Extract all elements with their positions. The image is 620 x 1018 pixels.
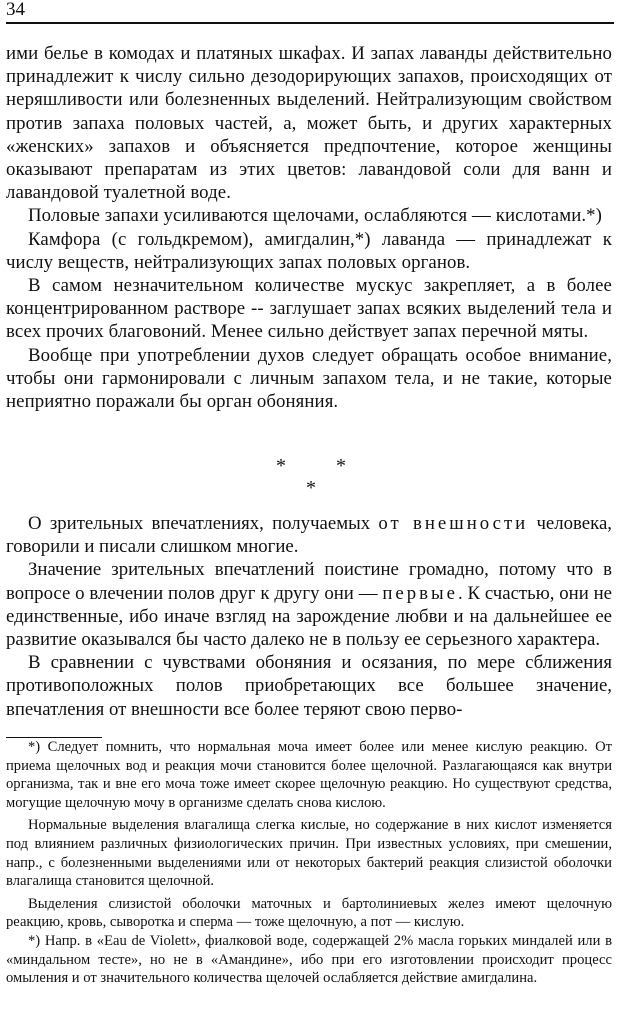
paragraph: ими белье в комодах и платяных шкафах. И запах лаванды действительно принадлежит к числу сильно дезодорирующих запахов, происходящих от неряшливости или болезненных выделений. Нейтрализующим свойством против запаха половых частей, а, может быть, и других характерных «женских» запахов и объясняется предпочтение, которое женщины оказывают препаратам из этих цветов: лавандовой соли для ванн и лавандовой туалетной воде. [6,43,612,204]
paragraph [6,558,612,651]
paragraph: Половые запахи усиливаются щелочами, ослабляются — кислотами.*) [28,205,602,227]
section-text [6,512,612,721]
section-divider [0,455,620,499]
text-run: . К счастью, они не единственные, ибо иначе взгляд на зарождение любви и на дальнейшее ее развитие оказывался бы часто далеко не в пользу ее серьезного характера. [6,582,612,651]
asterisk: * [276,455,286,477]
text-run: Значение зрительных впечатлений поистине громадно, потому что в вопросе о влечении полов друг к другу они — [6,559,612,604]
page-header [6,0,614,24]
footnote: Выделения слизистой оболочки маточных и бартолиниевых желез имеют щелочную реакцию, кровь, сыворотка и сперма — тоже щелочную, а пот — кислую. [6,895,612,931]
page-number: 34 [6,0,25,20]
text-run: человека, говорили и писали слишком многие. [6,513,612,558]
footnotes [6,738,612,988]
footnote: *) Следует помнить, что нормальная моча имеет более или менее кислую реакцию. От приема щелочных вод и реакция мочи становится более щелочной. Разлагающаяся как внутри организма, так и вне его моча тоже имеет скорее щелочную реакцию. Но существуют средства, могущие щелочную мочу в организме сделать снова кислою. [6,739,612,811]
text-run: О зрительных впечатлениях, получаемых [28,513,379,534]
footnote: *) Напр. в «Eau de Violett», фиалковой воде, содержащей 2% масла горьких миндалей или в «миндальном тесте», но не в «Амандине», ибо при его изготовлении происходит процесс омыления и от значительного количества щелочей ослабляется действие амигдалина. [6,932,612,987]
paragraph: В самом незначительном количестве мускус закрепляет, а в более концентрированном растворе -- заглушает запах всяких выделений тела и всех прочих благовоний. Менее сильно действует запах перечной мяты. [6,275,612,343]
footnote: Нормальные выделения влагалища слегка кислые, но содержание в них кислот изменяется под влиянием различных физиологических причин. При известных условиях, при смешении, напр., с болезненными выделениями или от некоторых бактерий реакция слизистой оболочки влагалища становится щелочной. [6,817,612,890]
paragraph [6,512,612,558]
asterisk: * [336,455,346,477]
main-text [6,42,612,413]
paragraph: Камфора (с гольдкремом), амигдалин,*) лаванда — принадлежат к числу веществ, нейтрализующих запах половых органов. [6,228,612,273]
emphasized-text: от внешности [378,513,529,534]
asterisk: * [306,477,316,499]
paragraph: Вообще при употреблении духов следует обращать особое внимание, чтобы они гармонировали с личным запахом тела, и не такие, которые неприятно поражали бы орган обоняния. [6,344,612,413]
emphasized-text: первые [382,582,458,604]
paragraph: В сравнении с чувствами обоняния и осязания, по мере сближения противоположных полов приобретающих все большее значение, впечатления от внешности все более теряют свою перво- [6,652,612,720]
